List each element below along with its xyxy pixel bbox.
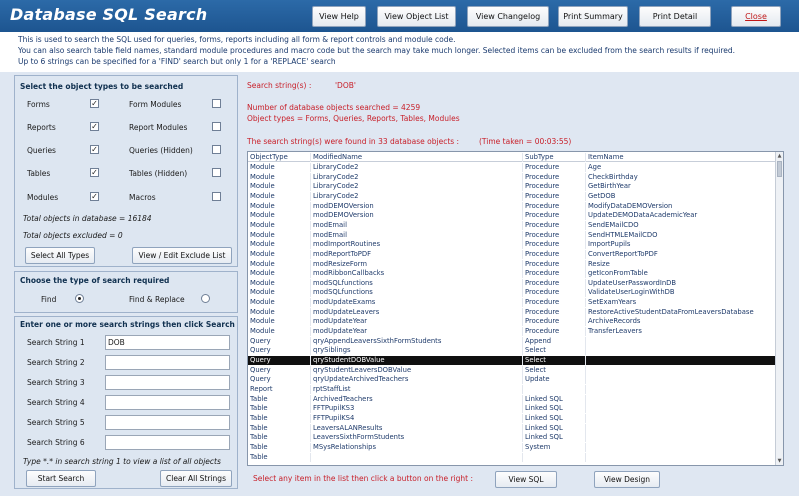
cell-modified-name — [311, 453, 523, 462]
time-taken-text: (Time taken = 00:03:55) — [479, 137, 572, 146]
cell-modified-name: LeaversSixthFormStudents — [311, 433, 523, 442]
cell-item-name: GetDOB — [588, 192, 616, 200]
cell-object-type: Module — [248, 317, 311, 326]
search-string-3-input[interactable] — [105, 375, 230, 390]
cell-item-name — [586, 375, 777, 384]
cell-object-type: Module — [248, 163, 311, 172]
cell-sub-type: Linked SQL — [523, 395, 586, 404]
left-panel — [14, 75, 238, 489]
find-replace-radio[interactable] — [201, 294, 210, 303]
reports-label: Reports — [27, 123, 56, 132]
cell-sub-type: Select — [523, 356, 586, 365]
column-header-modified-name[interactable]: ModifiedName — [311, 153, 523, 162]
cell-modified-name: FFTPupilKS3 — [311, 404, 523, 413]
cell-modified-name: modSQLfunctions — [311, 288, 523, 297]
scroll-down-icon[interactable]: ▼ — [777, 458, 782, 464]
view-design-button[interactable]: View Design — [594, 471, 660, 488]
cell-sub-type: Linked SQL — [523, 404, 586, 413]
cell-modified-name: rptStaffList — [311, 385, 523, 394]
cell-item-name: ModifyDataDEMOVersion — [588, 201, 673, 210]
cell-modified-name: modRibbonCallbacks — [311, 269, 523, 278]
start-search-button[interactable]: Start Search — [26, 470, 96, 487]
cell-sub-type: Procedure — [523, 327, 586, 336]
cell-item-name: RestoreActiveStudentDataFromLeaversDatabase — [588, 307, 754, 316]
cell-item-name — [586, 395, 777, 404]
table-row[interactable] — [248, 182, 777, 191]
macros-label: Macros — [129, 193, 156, 202]
table-row[interactable] — [248, 453, 777, 462]
tables-label: Tables — [27, 169, 51, 178]
modules-label: Modules — [27, 193, 59, 202]
cell-sub-type — [523, 453, 586, 462]
cell-object-type: Module — [248, 260, 311, 269]
object-types-summary-text: Object types = Forms, Queries, Reports, Tables, Modules — [247, 114, 460, 123]
find-radio[interactable] — [75, 294, 84, 303]
cell-item-name: SendHTMLEMailCDO — [588, 230, 658, 239]
cell-item-name: UpdateDEMODataAcademicYear — [588, 211, 698, 220]
results-scrollbar[interactable] — [775, 152, 783, 465]
cell-sub-type: Procedure — [523, 250, 586, 259]
cell-item-name — [586, 385, 777, 394]
report-modules-checkbox[interactable] — [212, 122, 221, 131]
info-panel — [0, 32, 799, 72]
table-row[interactable] — [248, 424, 777, 433]
cell-sub-type: Update — [523, 375, 586, 384]
table-row[interactable] — [248, 211, 777, 220]
info-line-3: Up to 6 strings can be specified for a 'FIND' search but only 1 for a 'REPLACE' search — [18, 57, 336, 66]
report-modules-label: Report Modules — [129, 123, 188, 132]
table-row[interactable] — [248, 443, 777, 452]
search-type-section — [14, 271, 238, 313]
cell-object-type: Module — [248, 202, 311, 211]
form-modules-label: Form Modules — [129, 100, 182, 109]
search-string-4-input[interactable] — [105, 395, 230, 410]
macros-checkbox[interactable] — [212, 192, 221, 201]
table-row[interactable] — [248, 173, 777, 182]
table-row[interactable] — [248, 231, 777, 240]
table-row[interactable] — [248, 433, 777, 442]
cell-item-name — [586, 337, 777, 346]
cell-item-name: Age — [588, 163, 602, 171]
cell-object-type: Report — [248, 385, 311, 394]
cell-object-type: Module — [248, 240, 311, 249]
cell-sub-type: Append — [523, 337, 586, 346]
cell-modified-name: modUpdateLeavers — [311, 308, 523, 317]
search-string-1-input[interactable]: DOB — [105, 335, 230, 350]
cell-sub-type: System — [523, 443, 586, 452]
cell-object-type: Module — [248, 173, 311, 182]
print-summary-button[interactable]: Print Summary — [558, 6, 628, 27]
cell-item-name — [586, 424, 777, 433]
table-row[interactable] — [248, 250, 777, 259]
cell-modified-name: LibraryCode2 — [311, 182, 523, 191]
cell-object-type: Query — [248, 346, 311, 355]
cell-sub-type: Procedure — [523, 163, 586, 172]
cell-modified-name: qryAppendLeaversSixthFormStudents — [311, 337, 523, 346]
forms-checkbox[interactable]: ✓ — [91, 99, 98, 108]
cell-sub-type: Linked SQL — [523, 424, 586, 433]
results-summary — [247, 80, 787, 150]
cell-sub-type: Procedure — [523, 317, 586, 326]
cell-modified-name: ArchivedTeachers — [311, 395, 523, 404]
cell-sub-type: Procedure — [523, 231, 586, 240]
cell-object-type: Table — [248, 453, 311, 462]
tables-hidden-label: Tables (Hidden) — [129, 169, 188, 178]
cell-object-type: Module — [248, 269, 311, 278]
cell-item-name: getIconFromTable — [588, 269, 648, 278]
table-row[interactable] — [248, 385, 777, 394]
table-row[interactable] — [248, 337, 777, 346]
search-string-6-label: Search String 6 — [27, 438, 85, 447]
cell-item-name — [586, 366, 777, 375]
queries-label: Queries — [27, 146, 56, 155]
cell-object-type: Module — [248, 288, 311, 297]
total-excluded-text: Total objects excluded = 0 — [23, 231, 123, 240]
table-row[interactable] — [248, 260, 777, 269]
table-row[interactable] — [248, 192, 777, 201]
search-strings-heading: Enter one or more search strings then click Search — [20, 320, 235, 329]
cell-object-type: Table — [248, 414, 311, 423]
cell-object-type: Table — [248, 395, 311, 404]
view-sql-button[interactable]: View SQL — [495, 471, 557, 488]
selection-hint: Select any item in the list then click a button on the right : — [253, 474, 473, 483]
cell-modified-name: modEmail — [311, 231, 523, 240]
cell-object-type: Module — [248, 250, 311, 259]
column-header-object-type[interactable]: ObjectType — [248, 153, 311, 162]
cell-object-type: Table — [248, 443, 311, 452]
cell-modified-name: FFTPupilKS4 — [311, 414, 523, 423]
table-row[interactable] — [248, 404, 777, 413]
cell-modified-name: modUpdateYear — [311, 317, 523, 326]
title-bar — [0, 0, 799, 32]
table-row[interactable] — [248, 202, 777, 211]
close-button[interactable]: Close — [731, 6, 781, 27]
search-strings-section — [14, 316, 238, 489]
tables-checkbox[interactable]: ✓ — [91, 168, 98, 177]
search-string-6-input[interactable] — [105, 435, 230, 450]
cell-modified-name: modUpdateYear — [311, 327, 523, 336]
cell-modified-name: qrySiblings — [311, 346, 523, 355]
queries-checkbox[interactable]: ✓ — [91, 145, 98, 154]
cell-modified-name: qryUpdateArchivedTeachers — [311, 375, 523, 384]
select-all-types-button[interactable]: Select All Types — [25, 247, 95, 264]
cell-item-name: ConvertReportToPDF — [588, 249, 658, 258]
forms-label: Forms — [27, 100, 50, 109]
cell-sub-type: Linked SQL — [523, 414, 586, 423]
total-objects-text: Total objects in database = 16184 — [23, 214, 152, 223]
cell-object-type: Query — [248, 375, 311, 384]
cell-object-type: Table — [248, 433, 311, 442]
column-header-item-name[interactable]: ItemName — [588, 153, 624, 161]
cell-sub-type: Procedure — [523, 279, 586, 288]
cell-modified-name: modDEMOVersion — [311, 211, 523, 220]
cell-sub-type: Procedure — [523, 202, 586, 211]
table-row[interactable] — [248, 288, 777, 297]
search-note: Type *.* in search string 1 to view a list of all objects — [23, 457, 221, 466]
cell-modified-name: modReportToPDF — [311, 250, 523, 259]
table-row[interactable] — [248, 414, 777, 423]
cell-item-name: SetExamYears — [588, 298, 637, 307]
results-list[interactable] — [247, 151, 784, 466]
cell-item-name: ValidateUserLoginWithDB — [588, 288, 675, 297]
search-type-heading: Choose the type of search required — [20, 276, 170, 285]
cell-object-type: Module — [248, 221, 311, 230]
cell-sub-type: Procedure — [523, 308, 586, 317]
cell-item-name: ArchiveRecords — [588, 317, 641, 326]
cell-modified-name: modResizeForm — [311, 260, 523, 269]
cell-object-type: Table — [248, 424, 311, 433]
search-string-4-label: Search String 4 — [27, 398, 85, 407]
cell-object-type: Module — [248, 279, 311, 288]
table-row[interactable] — [248, 375, 777, 384]
table-row[interactable] — [248, 317, 777, 326]
search-string-5-label: Search String 5 — [27, 418, 85, 427]
search-string-5-input[interactable] — [105, 415, 230, 430]
search-string-2-label: Search String 2 — [27, 358, 85, 367]
queries-hidden-label: Queries (Hidden) — [129, 146, 193, 155]
table-row[interactable] — [248, 366, 777, 375]
cell-modified-name: qryStudentLeaversDOBValue — [311, 366, 523, 375]
table-row[interactable] — [248, 269, 777, 278]
scroll-up-icon[interactable]: ▲ — [777, 153, 782, 159]
cell-item-name: GetBirthYear — [588, 182, 631, 191]
search-string-summary-label: Search string(s) : — [247, 81, 312, 90]
form-modules-checkbox[interactable] — [212, 99, 221, 108]
cell-sub-type: Procedure — [523, 221, 586, 230]
cell-object-type: Module — [248, 231, 311, 240]
modules-checkbox[interactable]: ✓ — [91, 192, 98, 201]
cell-object-type: Module — [248, 182, 311, 191]
table-row[interactable] — [248, 221, 777, 230]
cell-sub-type: Procedure — [523, 192, 586, 201]
cell-modified-name: qryStudentDOBValue — [311, 356, 523, 365]
cell-sub-type: Procedure — [523, 269, 586, 278]
clear-all-strings-button[interactable]: Clear All Strings — [160, 470, 232, 487]
cell-item-name: SendEMailCDO — [588, 220, 639, 229]
cell-item-name — [586, 346, 777, 355]
cell-sub-type — [523, 385, 586, 394]
results-panel — [243, 75, 791, 489]
info-line-2: You can also search table field names, standard module procedures and macro code but the search may take much longer. Selected items can be excluded from the search results if required. — [18, 46, 736, 55]
cell-object-type: Table — [248, 404, 311, 413]
search-string-summary-value: 'DOB' — [335, 81, 356, 90]
search-string-2-input[interactable] — [105, 355, 230, 370]
cell-modified-name: modUpdateExams — [311, 298, 523, 307]
objects-searched-text: Number of database objects searched = 4259 — [247, 103, 421, 112]
cell-item-name — [586, 414, 777, 423]
find-label: Find — [41, 295, 57, 304]
print-detail-button[interactable]: Print Detail — [639, 6, 711, 27]
cell-modified-name: modEmail — [311, 221, 523, 230]
cell-item-name: TransferLeavers — [588, 327, 642, 336]
cell-modified-name: modImportRoutines — [311, 240, 523, 249]
cell-item-name: CheckBirthday — [588, 172, 638, 181]
cell-object-type: Query — [248, 337, 311, 346]
find-replace-label: Find & Replace — [129, 295, 185, 304]
search-string-3-label: Search String 3 — [27, 378, 85, 387]
cell-object-type: Module — [248, 192, 311, 201]
cell-object-type: Module — [248, 308, 311, 317]
cell-sub-type: Procedure — [523, 288, 586, 297]
view-object-list-button[interactable]: View Object List — [377, 6, 456, 27]
cell-sub-type: Procedure — [523, 173, 586, 182]
cell-modified-name: modSQLfunctions — [311, 279, 523, 288]
info-line-1: This is used to search the SQL used for queries, forms, reports including all form & report controls and module code. — [18, 35, 456, 44]
cell-sub-type: Procedure — [523, 211, 586, 220]
cell-item-name: ImportPupils — [588, 240, 631, 249]
found-count-text: The search string(s) were found in 33 database objects : — [247, 137, 460, 146]
table-row[interactable] — [248, 356, 777, 365]
cell-item-name: Resize — [588, 259, 610, 268]
app-title: Database SQL Search — [10, 5, 208, 24]
table-row[interactable] — [248, 298, 777, 307]
cell-modified-name: modDEMOVersion — [311, 202, 523, 211]
cell-object-type: Query — [248, 356, 311, 365]
table-row[interactable] — [248, 327, 777, 336]
scroll-thumb[interactable] — [777, 161, 782, 177]
cell-modified-name: LibraryCode2 — [311, 192, 523, 201]
cell-object-type: Module — [248, 298, 311, 307]
cell-sub-type: Procedure — [523, 182, 586, 191]
column-header-sub-type[interactable]: SubType — [523, 153, 586, 162]
cell-item-name — [586, 443, 777, 452]
cell-item-name — [586, 433, 777, 442]
cell-item-name — [586, 356, 777, 365]
view-changelog-button[interactable]: View Changelog — [467, 6, 549, 27]
table-row[interactable] — [248, 279, 777, 288]
cell-modified-name: LeaversALANResults — [311, 424, 523, 433]
cell-item-name — [586, 453, 777, 462]
cell-sub-type: Procedure — [523, 260, 586, 269]
cell-object-type: Module — [248, 211, 311, 220]
view-exclude-list-button[interactable]: View / Edit Exclude List — [132, 247, 232, 264]
object-types-heading: Select the object types to be searched — [20, 82, 184, 91]
results-list-header — [248, 153, 777, 162]
tables-hidden-checkbox[interactable] — [212, 168, 221, 177]
reports-checkbox[interactable]: ✓ — [91, 122, 98, 131]
cell-item-name — [586, 404, 777, 413]
cell-sub-type: Linked SQL — [523, 433, 586, 442]
table-row[interactable] — [248, 346, 777, 355]
object-types-section — [14, 75, 238, 267]
table-row[interactable] — [248, 240, 777, 249]
cell-modified-name: LibraryCode2 — [311, 163, 523, 172]
cell-modified-name: LibraryCode2 — [311, 173, 523, 182]
cell-object-type: Module — [248, 327, 311, 336]
search-string-1-label: Search String 1 — [27, 338, 85, 347]
table-row[interactable] — [248, 395, 777, 404]
cell-modified-name: MSysRelationships — [311, 443, 523, 452]
table-row[interactable] — [248, 308, 777, 317]
cell-item-name: UpdateUserPasswordInDB — [588, 278, 677, 287]
cell-sub-type: Select — [523, 366, 586, 375]
cell-sub-type: Procedure — [523, 298, 586, 307]
view-help-button[interactable]: View Help — [312, 6, 366, 27]
cell-sub-type: Procedure — [523, 240, 586, 249]
table-row[interactable] — [248, 163, 777, 172]
queries-hidden-checkbox[interactable] — [212, 145, 221, 154]
cell-object-type: Query — [248, 366, 311, 375]
cell-sub-type: Select — [523, 346, 586, 355]
